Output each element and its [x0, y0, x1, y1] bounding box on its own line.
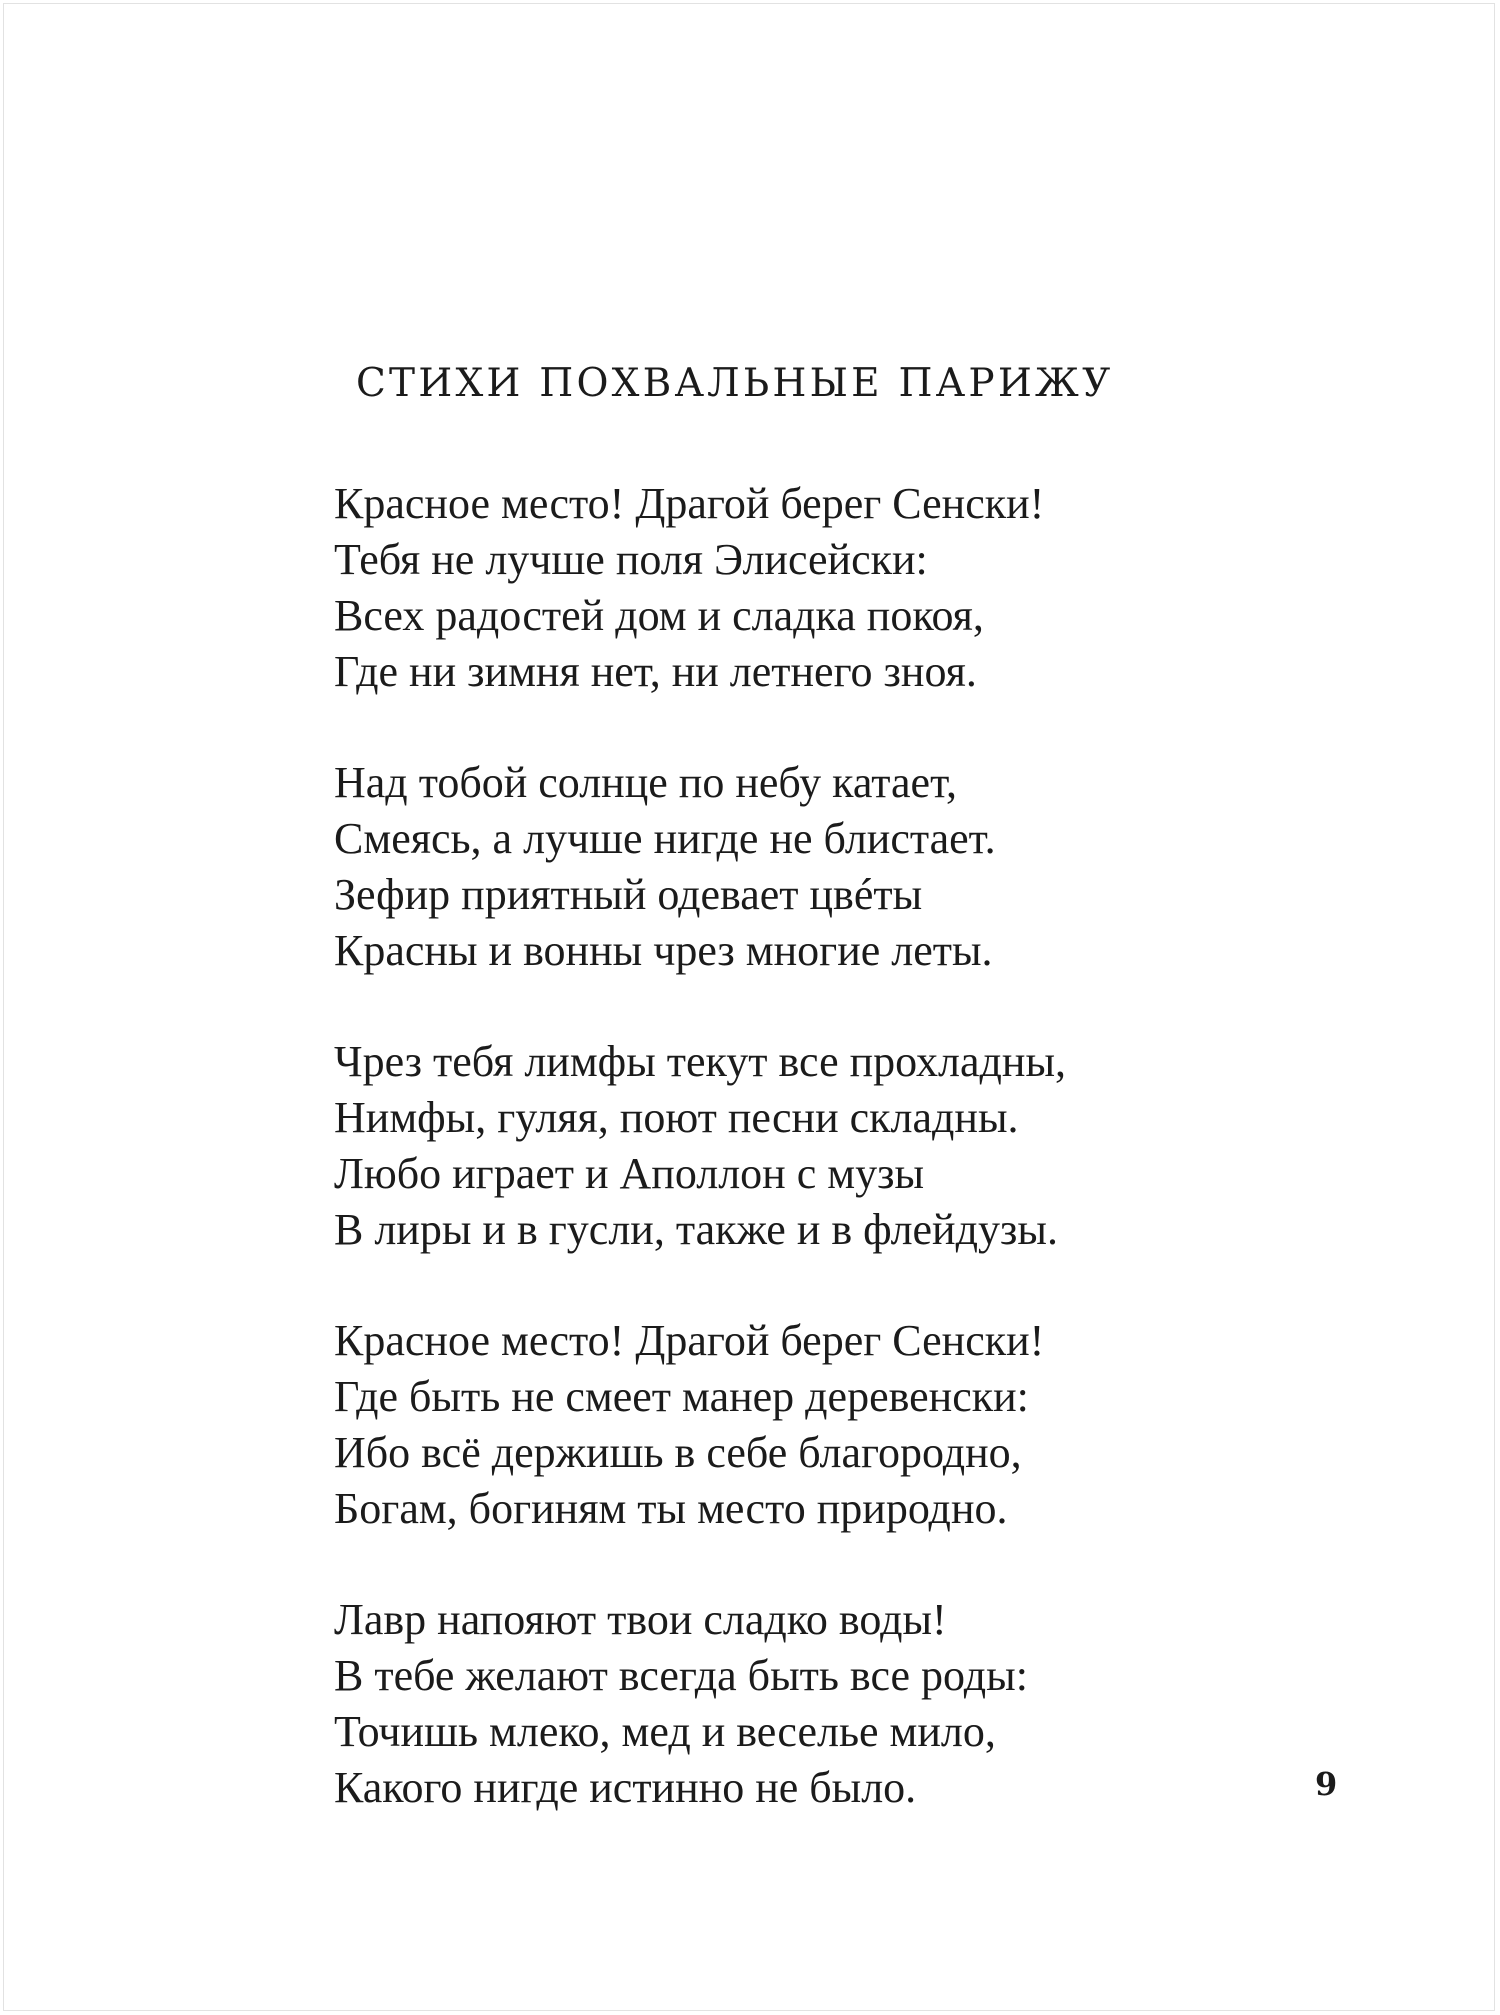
- poem-line: Красное место! Драгой берег Сенски!: [334, 1316, 1045, 1365]
- poem-line: Над тобой солнце по небу катает,: [334, 758, 957, 807]
- poem-line: Ибо всё держишь в себе благородно,: [334, 1428, 1022, 1477]
- stanza-4: [334, 1313, 1066, 1537]
- poem-line: Любо играет и Аполлон с музы: [334, 1149, 925, 1198]
- poem-line: Тебя не лучше поля Элисейски:: [334, 535, 928, 584]
- book-page: [3, 3, 1495, 2011]
- poem-title: СТИХИ ПОХВАЛЬНЫЕ ПАРИЖУ: [356, 361, 1114, 406]
- poem-line: Чрез тебя лимфы текут все прохладны,: [334, 1037, 1067, 1086]
- stanza-2: [334, 755, 1066, 979]
- poem-line: Красны и вонны чрез многие леты.: [334, 926, 993, 975]
- poem-line: Красное место! Драгой берег Сенски!: [334, 479, 1045, 528]
- poem-line: Где ни зимня нет, ни летнего зноя.: [334, 647, 977, 696]
- poem-body: [334, 476, 1066, 1871]
- poem-line: Всех радостей дом и сладка покоя,: [334, 591, 984, 640]
- poem-line: В тебе желают всегда быть все роды:: [334, 1651, 1028, 1700]
- page-number: 9: [1315, 1765, 1338, 1803]
- stanza-5: [334, 1592, 1066, 1816]
- poem-line: Богам, богиням ты место природно.: [334, 1484, 1008, 1533]
- poem-line: Какого нигде истинно не было.: [334, 1763, 917, 1812]
- stanza-3: [334, 1034, 1066, 1258]
- poem-line: Где быть не смеет манер деревенски:: [334, 1372, 1029, 1421]
- poem-line: Лавр напояют твои сладко воды!: [334, 1595, 947, 1644]
- poem-line: Смеясь, а лучше нигде не блистает.: [334, 814, 996, 863]
- poem-line: В лиры и в гусли, также и в флейдузы.: [334, 1205, 1058, 1254]
- poem-line: Зефир приятный одевает цвéты: [334, 870, 923, 919]
- poem-line: Нимфы, гуляя, поют песни складны.: [334, 1093, 1019, 1142]
- poem-line: Точишь млеко, мед и веселье мило,: [334, 1707, 996, 1756]
- stanza-1: [334, 476, 1066, 700]
